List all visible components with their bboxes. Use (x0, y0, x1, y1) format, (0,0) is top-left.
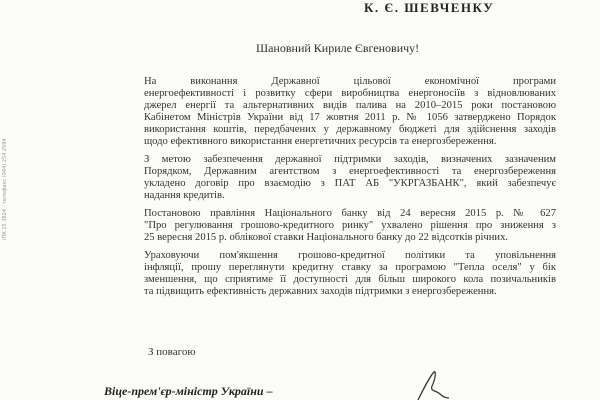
line: та підвищить ефективність державних заходів підтримки з енергозбереження. (144, 286, 497, 297)
line: На виконання Державної цільової економічної програми (144, 76, 556, 87)
line: використання коштів, передбачених у державному бюджеті для здійснення заходів (144, 124, 556, 135)
line: укладено договір про взаємодію з ПАТ АБ "УКРГАЗБАНК", який забезпечує (144, 178, 556, 189)
paragraph-1 (104, 76, 556, 148)
line: джерел енергії та альтернативних видів палива на 2010–2015 роки постановою (144, 100, 556, 111)
line: Ураховуючи пом'якшення грошово-кредитної політики та уповільнення (144, 250, 556, 261)
line: енергоефективності і розвитку сфери виробництва енергоносіїв з відновлюваних (144, 88, 556, 99)
line: зменшення, що сприятиме її доступності для більш широкого кола позичальників (144, 274, 556, 285)
line: "Про регулювання грошово-кредитного ринку" ухвалено рішення про зниження з (144, 220, 556, 231)
line: інфляції, прошу переглянути кредитну ставку за програмою "Тепла оселя" у бік (144, 262, 556, 273)
paragraph-4 (104, 250, 556, 298)
line: надання кредитів. (144, 190, 225, 201)
letter-body (104, 76, 556, 304)
line: Постановою правління Національного банку від 24 вересня 2015 р. № 627 (144, 208, 556, 219)
side-note: ІПК 25 3824 · телефакс (044) 254 2594 (2, 138, 8, 240)
line: Порядком, Державним агентством з енергоефективності та енергозбереження (144, 166, 556, 177)
line: 25 вересня 2015 р. облікової ставки Національного банку до 22 відсотків річних. (144, 232, 509, 243)
line: З метою забезпечення державної підтримки заходів, визначених зазначеним (144, 154, 556, 165)
closing-phrase: З повагою (148, 346, 196, 358)
paragraph-3 (104, 208, 556, 244)
line: Кабінетом Міністрів України від 17 жовтня 2011 р. № 1056 затверджено Порядок (144, 112, 556, 123)
handwritten-signature (410, 370, 450, 400)
paragraph-2 (104, 154, 556, 202)
signer-title: Віце-прем'єр-міністр України – (104, 384, 273, 398)
recipient-name: К. Є. ШЕВЧЕНКУ (364, 0, 495, 15)
salutation: Шановний Кириле Євгеновичу! (256, 41, 420, 55)
line: щодо ефективного використання енергетичних ресурсів та енергозбереження. (144, 136, 497, 147)
